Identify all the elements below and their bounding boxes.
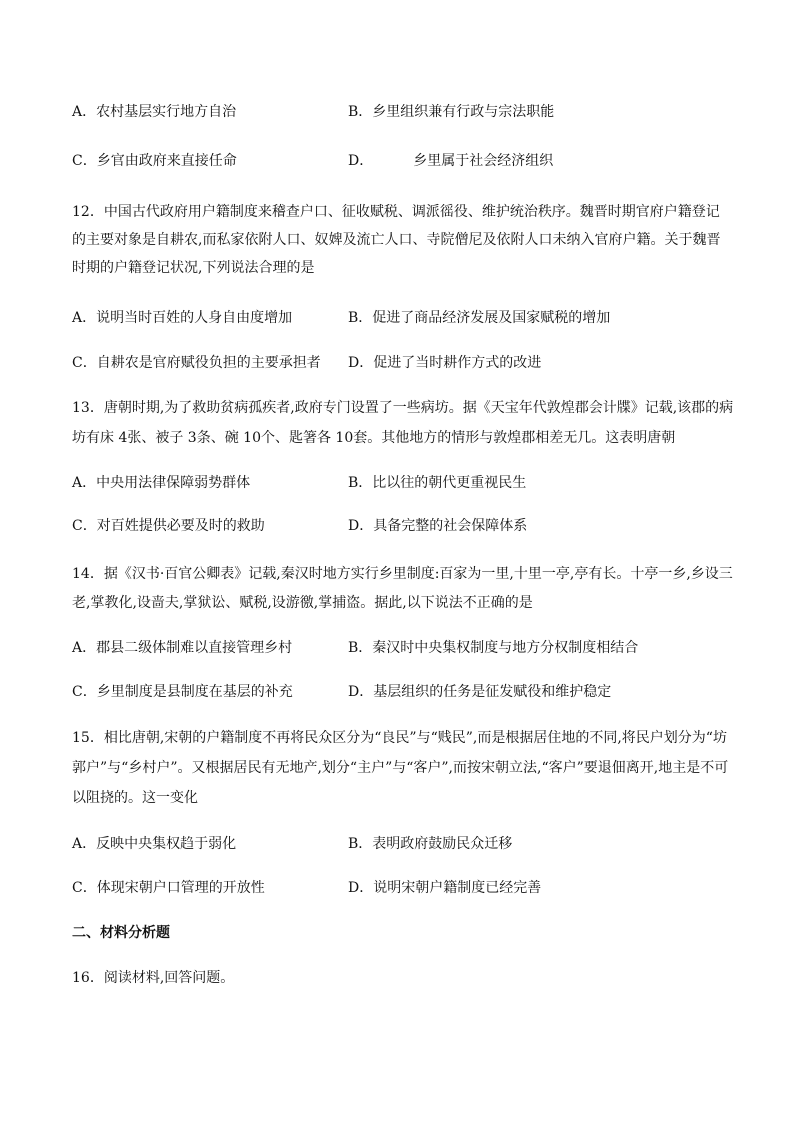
q15-stem-line-1: 15．相比唐朝,宋朝的户籍制度不再将民众区分为“良民”与“贱民”,而是根据居住地的不同,将民户划分为“坊 — [72, 730, 727, 746]
q15-option-b: B．表明政府鼓励民众迁移 — [348, 836, 513, 852]
q15-option-d: D．说明宋朝户籍制度已经完善 — [348, 880, 542, 896]
q11-option-b: B．乡里组织兼有行政与宗法职能 — [348, 104, 555, 120]
q12-option-b: B．促进了商品经济发展及国家赋税的增加 — [348, 310, 611, 326]
q12-stem-line-2: 的主要对象是自耕农,而私家依附人口、奴婢及流亡人口、寺院僧尼及依附人口未纳入官府户籍。关于魏晋 — [72, 232, 721, 248]
q15-stem-line-3: 以阻挠的。这一变化 — [72, 790, 198, 806]
q16-stem: 16．阅读材料,回答问题。 — [72, 970, 235, 986]
q14-option-a: A．郡县二级体制难以直接管理乡村 — [72, 640, 293, 656]
q13-option-c: C．对百姓提供必要及时的救助 — [72, 518, 265, 534]
q11-option-d-text: 乡里属于社会经济组织 — [413, 153, 554, 169]
q11-option-d — [348, 151, 553, 171]
q13-option-a: A．中央用法律保障弱势群体 — [72, 475, 251, 491]
q14-stem-line-2: 老,掌教化,设啬夫,掌狱讼、赋税,设游徼,掌捕盗。据此,以下说法不正确的是 — [72, 595, 533, 611]
q14-stem-line-1: 14．据《汉书·百官公卿表》记载,秦汉时地方实行乡里制度:百家为一里,十里一亭,亭有长。十亭一乡,乡设三 — [72, 566, 733, 582]
q15-option-c: C．体现宋朝户口管理的开放性 — [72, 880, 265, 896]
q11-option-a: A．农村基层实行地方自治 — [72, 104, 237, 120]
q13-stem-line-2: 坊有床 4张、被子 3条、碗 10个、匙箸各 10套。其他地方的情形与敦煌郡相差无几。这表明唐朝 — [72, 430, 676, 446]
q11-option-d-letter: D． — [348, 153, 374, 169]
q11-option-c: C．乡官由政府来直接任命 — [72, 153, 237, 169]
q12-option-d: D．促进了当时耕作方式的改进 — [348, 355, 542, 371]
q12-stem-line-1: 12．中国古代政府用户籍制度来稽查户口、征收赋税、调派徭役、维护统治秩序。魏晋时期官府户籍登记 — [72, 204, 720, 220]
q12-option-c: C．自耕农是官府赋役负担的主要承担者 — [72, 355, 321, 371]
q15-stem-line-2: 郭户”与“乡村户”。又根据居民有无地产,划分“主户”与“客户”,而按宋朝立法,“客户”要退佃离开,地主是不可 — [72, 760, 729, 776]
q13-stem-line-1: 13．唐朝时期,为了救助贫病孤疾者,政府专门设置了一些病坊。据《天宝年代敦煌郡会计牒》记载,该郡的病 — [72, 400, 734, 416]
q14-option-c: C．乡里制度是县制度在基层的补充 — [72, 684, 293, 700]
q14-option-b: B．秦汉时中央集权制度与地方分权制度相结合 — [348, 640, 639, 656]
q12-option-a: A．说明当时百姓的人身自由度增加 — [72, 310, 293, 326]
q14-option-d: D．基层组织的任务是征发赋役和维护稳定 — [348, 684, 612, 700]
section-heading: 二、材料分析题 — [72, 925, 170, 941]
q12-stem-line-3: 时期的户籍登记状况,下列说法合理的是 — [72, 260, 315, 276]
q15-option-a: A．反映中央集权趋于弱化 — [72, 836, 237, 852]
q13-option-d: D．具备完整的社会保障体系 — [348, 518, 528, 534]
q13-option-b: B．比以往的朝代更重视民生 — [348, 475, 527, 491]
